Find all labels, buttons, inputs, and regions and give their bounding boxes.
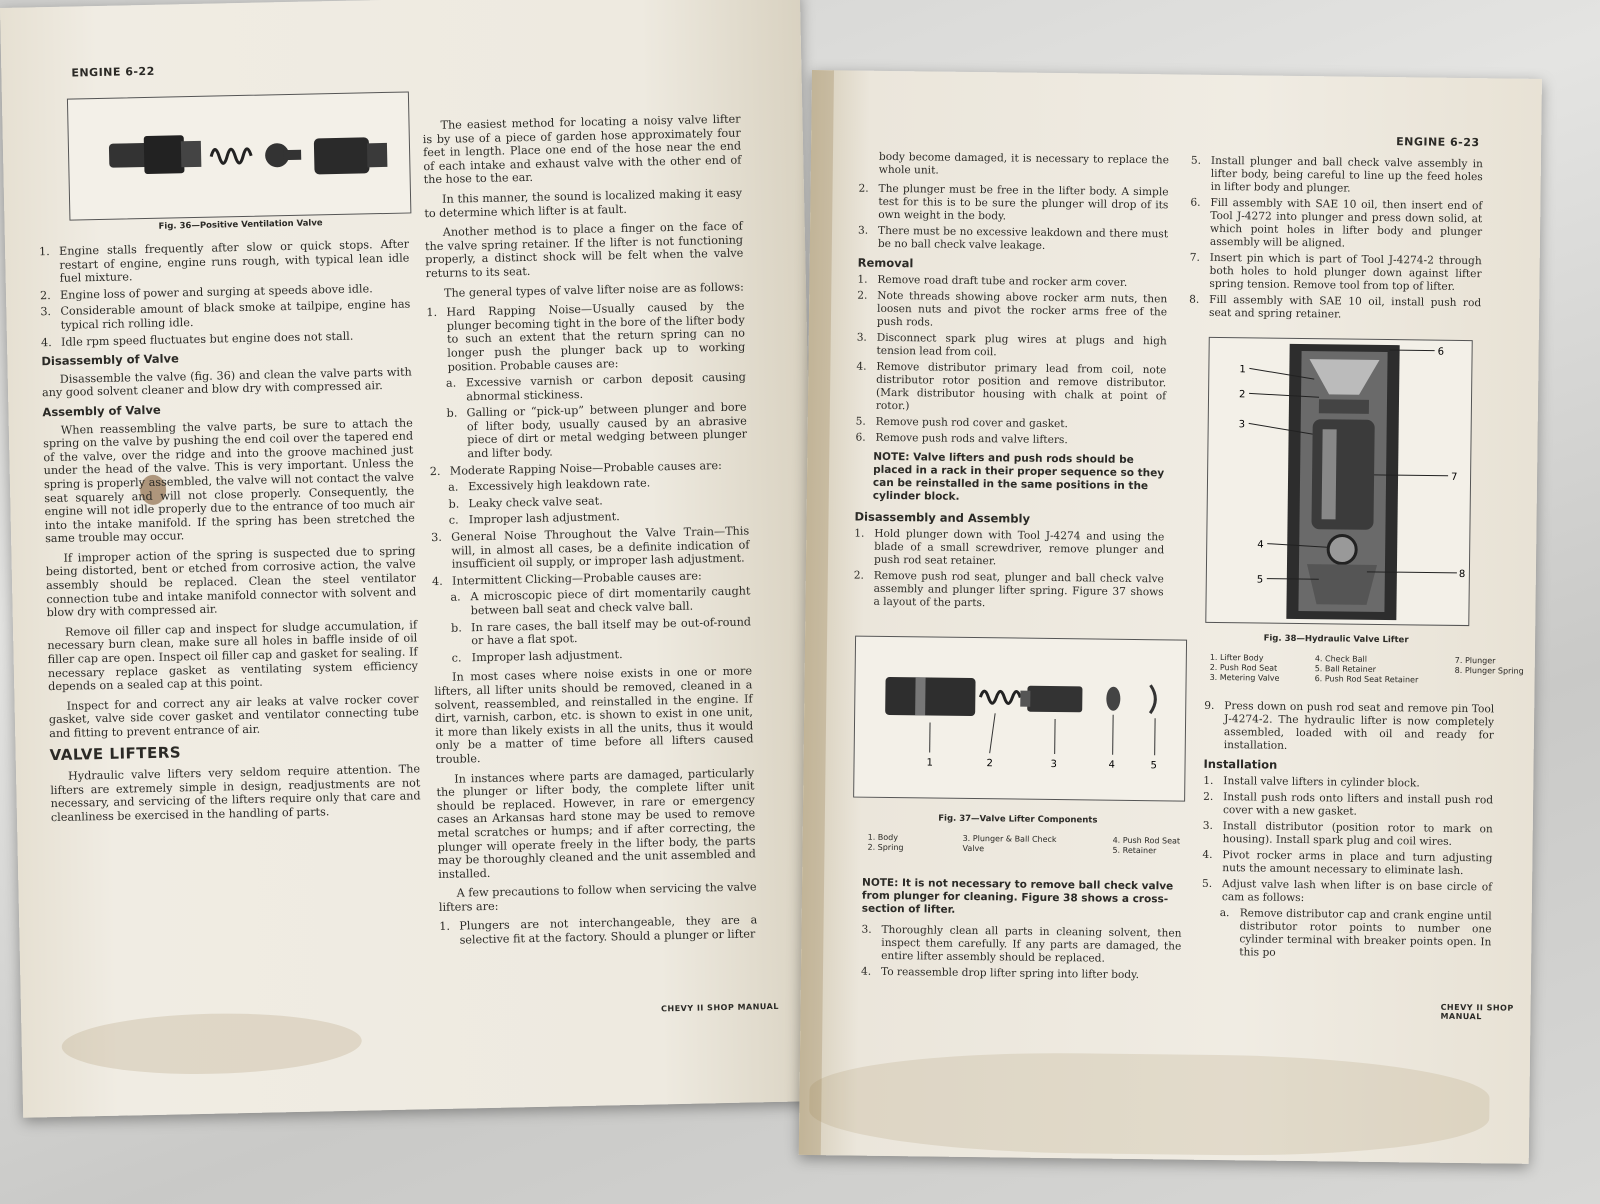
- callout-2: 2: [986, 758, 993, 770]
- section-heading: Disassembly of Valve: [41, 351, 179, 369]
- fig37-legend: 3. Plunger & Ball Check Valve: [962, 833, 1057, 854]
- page-footer: CHEVY II SHOP MANUAL: [661, 1001, 780, 1014]
- list-item: 5. Adjust valve lash when lifter is on base circle of cam as follows:: [1202, 877, 1493, 905]
- right-page: [799, 70, 1542, 1164]
- callout-2: 2: [1238, 389, 1246, 401]
- paragraph: In most cases where noise exists in one or more lifters, all lifter units should be removed, cleaned in a solvent, reassembled, and reinstalled in the engine. If dirt, varnish, carbon, etc. is shown to exist in one unit, it more than likely exists in all the units, thus it would only be a matter of time before all lifters caused trouble.: [434, 664, 754, 766]
- lifter-components-illustration: [854, 637, 1186, 801]
- removal-list: [855, 274, 1167, 449]
- list-item: 2. Remove push rod seat, plunger and ball check valve assembly and plunger lifter spring. Figure 37 shows a layout of the parts.: [853, 569, 1164, 610]
- stain: [809, 1050, 1490, 1158]
- page-header: ENGINE 6-23: [1396, 135, 1480, 150]
- fig37-legend: 4. Push Rod Seat 5. Retainer: [1112, 835, 1181, 856]
- paragraph: The easiest method for locating a noisy valve lifter is by use of a piece of garden hose approximately four feet in length. Place one end of the hose near the end of each intake and exhaust valve with the other end of the hose to the ear.: [422, 112, 742, 187]
- list-item: 3. Thoroughly clean all parts in cleaning solvent, then inspect them carefully. If any parts are damaged, the entire lifter assembly should be replaced.: [861, 923, 1182, 965]
- fig36-box: [67, 91, 411, 232]
- disassembly-list: [853, 528, 1164, 613]
- list-item: 1. Hard Rapping Noise—Usually caused by the plunger becoming tight in the bore of the lifter body to such an extent that the return spring can no longer push the plunger back up to working position. Probable causes are:: [426, 299, 746, 374]
- callout-8: 8: [1458, 568, 1466, 581]
- noise-list: [426, 300, 751, 666]
- fig38-legend: 4. Check Ball 5. Ball Retainer 6. Push Rod Seat Retainer: [1314, 654, 1419, 685]
- list-item: c. Improper lash adjustment.: [448, 510, 620, 528]
- note: NOTE: Valve lifters and push rods should be placed in a rack in their proper sequence so they can be reinstalled in the same positions in the cylinder block.: [872, 450, 1165, 503]
- list-item: c. Improper lash adjustment.: [451, 647, 623, 665]
- right-column-2b: [1201, 700, 1494, 969]
- callout-1: 1: [926, 757, 933, 769]
- list-item: 1. Plungers are not interchangeable, they are a selective fit at the factory. Should a plunger or lifter: [439, 913, 758, 947]
- fig37-box: [853, 636, 1187, 802]
- fig37-caption: Fig. 37—Valve Lifter Components: [938, 813, 1098, 826]
- paragraph: When reassembling the valve parts, be sure to attach the spring on the valve by pushing the end coil over the tapered end of the valve, over the ridge and into the groove machined just under the head of the valve. This is very important. Unless the spring is properly assembled, the valve will not contact the valve seat squarely and will not close properly. Consequently, the engine will not idle properly due to the entrance of too much air into the intake manifold. If the spring has been stretched the same trouble may occur.: [43, 415, 415, 546]
- list-item: 1. Install valve lifters in cylinder block.: [1203, 774, 1420, 790]
- list-item: 4. To reassemble drop lifter spring into lifter body.: [860, 965, 1140, 982]
- section-title: VALVE LIFTERS: [49, 742, 182, 764]
- fig38-legend: 7. Plunger 8. Plunger Spring: [1454, 655, 1524, 676]
- list-item: b. Galling or “pick-up” between plunger and bore of lifter body, usually caused by an abrasive piece of dirt or metal wedging between plunger and lifter body.: [446, 400, 748, 461]
- list-item: 4. Intermittent Clicking—Probable causes are:: [431, 569, 702, 588]
- left-column-2: [422, 113, 757, 954]
- callout-7: 7: [1451, 471, 1458, 483]
- paragraph: Inspect for and correct any air leaks at valve rocker cover gasket, valve side cover gasket and ventilator connecting tube and fitting to prevent entrance of air.: [48, 692, 419, 741]
- callout-3: 3: [1238, 419, 1246, 431]
- fig38-caption: Fig. 38—Hydraulic Valve Lifter: [1263, 633, 1409, 646]
- list-item: a. Excessively high leakdown rate.: [448, 476, 651, 494]
- section-heading: Installation: [1203, 756, 1278, 772]
- paragraph: Disassemble the valve (fig. 36) and clean the valve parts with any good solvent cleaner and blow dry with compressed air.: [41, 365, 412, 400]
- precaution-list: [439, 914, 757, 948]
- list-item: 3. Considerable amount of black smoke at tailpipe, engine has typical rich rolling idle.: [40, 297, 411, 332]
- installation-list: [1201, 775, 1493, 963]
- step9-list: [1204, 700, 1495, 756]
- callout-6: 6: [1437, 346, 1445, 358]
- right-column-1b: [861, 871, 1182, 989]
- list-item: 6. Fill assembly with SAE 10 oil, then insert end of Tool J-4272 into plunger and press down solid, at which point holes in lifter body and plunger assembly will be aligned.: [1190, 196, 1483, 250]
- list-item: 9. Press down on push rod seat and remove pin Tool J-4274-2. The hydraulic lifter is now completely assembled, loaded with oil and ready for installation.: [1204, 699, 1495, 752]
- list-item: 3. General Noise Throughout the Valve Train—This will, in almost all cases, be a definite indication of insufficient oil supply, or improper lash adjustment.: [431, 524, 750, 571]
- symptom-list: [39, 237, 411, 349]
- list-item: b. Leaky check valve seat.: [448, 494, 603, 511]
- right-column-2: [1189, 155, 1483, 330]
- callout-3: 3: [1050, 758, 1057, 771]
- section-heading: Assembly of Valve: [42, 402, 161, 420]
- list-item: 5. Install plunger and ball check valve assembly in lifter body, being careful to line up the feed holes in lifter body and plunger.: [1190, 154, 1483, 195]
- list-item: 2. Install push rods onto lifters and install push rod cover with a new gasket.: [1203, 790, 1494, 818]
- paragraph: Remove oil filler cap and inspect for sludge accumulation, if necessary burn clean, make sure all holes in baffle inside of oil filler cap are open. Inspect oil filler cap and gasket for sealing. If necessary replace gasket as ventilating system efficiency depends on a sealed cap at this point.: [47, 618, 418, 694]
- list-item: 2. Moderate Rapping Noise—Probable causes are:: [429, 458, 722, 478]
- paragraph: If improper action of the spring is suspected due to spring being distorted, bent or etched from corrosive action, the valve assembly should be replaced. Clean the steel ventilator connection tube and intake manifold connector with solvent and blow dry with compressed air.: [45, 544, 417, 620]
- list-item: 3. Disconnect spark plug wires at plugs and high tension lead from coil.: [856, 331, 1167, 359]
- stain: [61, 1011, 362, 1077]
- list-item: 7. Insert pin which is part of Tool J-4274-2 through both holes to hold plunger down against lifter spring tension. Remove tool from top of lifter.: [1189, 251, 1482, 293]
- list-item: 8. Fill assembly with SAE 10 oil, install push rod seat and spring retainer.: [1189, 293, 1482, 321]
- list-item: 6. Remove push rods and valve lifters.: [855, 431, 1068, 447]
- paragraph: The general types of valve lifter noise are as follows:: [443, 280, 744, 300]
- paragraph: A few precautions to follow when servicing the valve lifters are:: [438, 880, 757, 914]
- paragraph: Another method is to place a finger on the face of the valve spring retainer. If the lifter is not functioning properly, a distinct shock will be felt when the valve returns to its seat.: [424, 219, 744, 281]
- list-item: 3. There must be no excessive leakdown and there must be no ball check valve leakage.: [857, 224, 1169, 252]
- callout-4: 4: [1257, 539, 1264, 551]
- list-item: 4. Remove distributor primary lead from coil, note distributor rotor position and remove distributor. (Mark distributor housing with chalk at point of rotor.): [856, 360, 1167, 413]
- right-column-1: [853, 151, 1169, 619]
- paragraph: Hydraulic valve lifters very seldom require attention. The lifters are extremely simple in design, readjustments are not necessary, and servicing of the lifters require only that care and cleanliness be exercised in the handling of parts.: [50, 762, 421, 825]
- fig38-legend: 1. Lifter Body 2. Push Rod Seat 3. Metering Valve: [1209, 652, 1280, 683]
- list-item: 2. Engine loss of power and surging at speeds above idle.: [39, 282, 373, 303]
- list-item: 2. Note threads showing above rocker arm nuts, then loosen nuts and pivot the rocker arms free of the push rods.: [857, 289, 1168, 329]
- note: NOTE: It is not necessary to remove ball check valve from plunger for cleaning. Figure 38 shows a cross-section of lifter.: [861, 876, 1174, 916]
- assembly-steps-list: [1189, 155, 1483, 324]
- callout-1: 1: [1239, 364, 1246, 376]
- list-item: 4. Idle rpm speed fluctuates but engine does not stall.: [40, 329, 354, 349]
- fig37-legend: 1. Body 2. Spring: [867, 832, 904, 853]
- list-item: 2. The plunger must be free in the lifter body. A simple test for this is to be sure the plunger will drop of its own weight in the body.: [858, 182, 1169, 223]
- list-item: 1. Remove road draft tube and rocker arm cover.: [857, 273, 1128, 289]
- callout-5: 5: [1256, 574, 1264, 586]
- paragraph: In instances where parts are damaged, particularly the plunger or lifter body, the complete lifter unit should be replaced. However, in rare or emergency cases an Arkansas hard stone may be used to remove metal scratches or humps; and if after correcting, the plunger will operate freely in the lifter body, the parts may be thoroughly cleaned and the unit assembled and installed.: [436, 765, 757, 881]
- section-heading: Disassembly and Assembly: [854, 509, 1031, 526]
- list-item: 4. Pivot rocker arms in place and turn adjusting nuts the amount necessary to eliminate lash.: [1202, 848, 1493, 878]
- list-item: 1. Engine stalls frequently after slow or quick stops. After restart of engine, engine runs rough, with typical lean idle fuel mixture.: [38, 237, 410, 285]
- requirement-list: [858, 183, 1169, 255]
- callout-4: 4: [1108, 759, 1115, 771]
- list-item: 3. Install distributor (position rotor to mark on housing). Install spark plug and coil wires.: [1202, 819, 1493, 848]
- page-header: ENGINE 6-22: [71, 64, 155, 80]
- list-item: a. A microscopic piece of dirt momentarily caught between ball seat and check valve ball.: [450, 584, 751, 618]
- paragraph: body become damaged, it is necessary to replace the whole unit.: [878, 150, 1169, 177]
- hydraulic-lifter-cross-section: [1206, 338, 1471, 625]
- list-item: a. Remove distributor cap and crank engine until distributor rotor points to number one cylinder terminal with breaker points open. In this po: [1219, 907, 1492, 959]
- section-heading: Removal: [857, 255, 914, 271]
- list-item: b. In rare cases, the ball itself may be out-of-round or have a flat spot.: [450, 615, 752, 648]
- list-item: 1. Hold plunger down with Tool J-4274 and using the blade of a small screwdriver, remove plunger and push rod seat retainer.: [854, 527, 1165, 568]
- cleaning-list: [861, 924, 1182, 983]
- page-footer: CHEVY II SHOP MANUAL: [1440, 1002, 1514, 1022]
- pcv-valve-illustration: [68, 92, 410, 219]
- left-page: [0, 0, 823, 1118]
- list-item: 5. Remove push rod cover and gasket.: [855, 415, 1069, 431]
- left-column-1: [39, 237, 421, 830]
- paragraph: In this manner, the sound is localized making it easy to determine which lifter is at fault.: [424, 186, 743, 220]
- fig38-box: [1205, 337, 1472, 626]
- fig36-caption: Fig. 36—Positive Ventilation Valve: [158, 218, 323, 232]
- list-item: a. Excessive varnish or carbon deposit causing abnormal stickiness.: [445, 370, 747, 404]
- callout-5: 5: [1150, 760, 1157, 772]
